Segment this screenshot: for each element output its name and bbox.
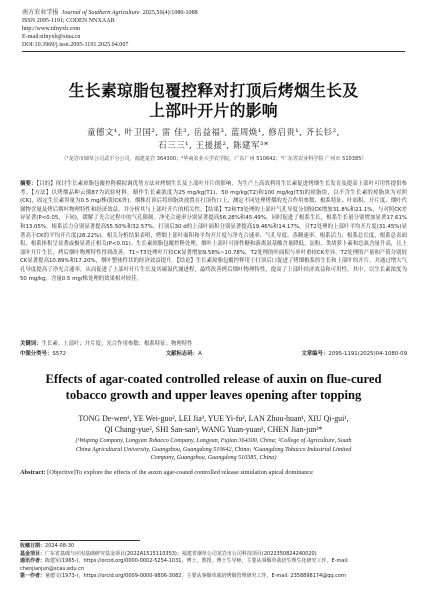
first-author-label: 第一作者： [20, 573, 46, 580]
title-en-line2: tobacco growth and upper leaves opening after topping [65, 388, 362, 402]
abstract-en-text: [Objective]To explore the effects of the auxin agar-coated controlled release simulation apical dominance [47, 469, 313, 476]
affiliations-en-line2: China Agricultural University, Guangzhou, Guangdong 510642, China; ³Guangdong Tobacco Industrial Limited [75, 446, 352, 453]
footnote-corresponding [20, 558, 410, 573]
received-label: 收稿日期： [20, 543, 46, 549]
clc-number [20, 350, 66, 358]
footnote-first-author [20, 573, 410, 581]
authors-en [30, 413, 397, 435]
document-code-label: 文献标志码： [165, 351, 199, 357]
header-issue: 2025,56(4):1080-1088 [142, 10, 198, 16]
header-doi[interactable]: DOI:10.3969/j.issn.2095-1191.2025.04.007 [22, 42, 129, 48]
article-number-label: 文章编号： [301, 351, 329, 357]
classification-row [20, 350, 407, 358]
header-issn: ISSN 2095-1191; CODEN NNXAAB [22, 18, 115, 24]
fund-text: 广东省基础与应用基础研究基金项目(2022A1515110353)；福建省烟草公司龙岩市公司科技项目(2022350824240020) [45, 550, 317, 557]
header-journal-cn: 南方农业学报 [22, 10, 59, 16]
keywords-cn [20, 340, 407, 348]
affiliations-cn: （¹龙岩市烟草公司武平分公司，福建龙岩 364300；²华南农业大学农学院，广东广州 510642；³广东省农业科学院 广州市 510385） [61, 156, 367, 162]
footnote-rule [20, 540, 140, 541]
abstract-cn-text: 【目的】探讨生长素琼脂包覆控释模拟调优势方法对烤烟生长及上部叶开片的影响，为生产上高效利用生长素促进烤烟生长发育及提高上部叶可用性提供参考。【方法】以烤烟品种云烟87为试验材料，制作生长素浓度为25 mg/kg(T1)、50 mg/kg(T2)和100 mg/kg(T3)的琼脂块，以不含生长素的琼脂块为对照(CK)，固定生长素用量为0.5 mg/株(阳CK外)。烟株打顶后将琼脂块放置在打顶伤口上，测定不同处理烤烟的光合作用参数、根系特征、叶面积、开片度、烟叶代谢物含量及烤后烟叶物理特性和经济效益，并分析其与上部叶开片的相关性。【结果】T2和T3处理的上部叶气孔导度分别较CK增加31.8%和21.1%，与对照CK差异显著(P<0.05，下同)，缓解了光合过程中的气孔限制。净光合速率分别显著提高56.28%和45.49%，同时促进了根系生长，根系生长量分别增加显著17.61%和13.05%，根系活力分别显著提高55.50%和32.57%。打顶后30 d的上部叶面积分别显著提高19.46%和14.17%，且T2处理的上部叶平均开片度(31.45%)显著高于CK的平均开片度(28.22%)。相关分析结果表明，烤烟上部叶面积和平均开片度与净光合速率、气孔导度、蒸腾速率、根系活力、根系总长度、根系总表面积、根系体积呈显著或极显著正相关(P<0.01)。生长素琼脂包覆控释处理，烟叶上部叶可溶性糖和游离氨基酸含量降低，淀粉、类胡萝卜素和总氮含量升高，且上部叶开片生长，烤后烟叶物理特性得到改善，T1~T3处理叶片较CK显著增加9.58%~10.78%，T2处理的叶面积与单叶重较CK差异，T2处理的产量和产值分别较CK显著提高10.89%和17.20%，烟叶整体性状的经济效益提升。【结论】生长素琼脂包覆控释用于打顶后口促进了烤烟根系的生长和上部叶的开片，并通过增大气孔导度提高了净光合速率，从而促进了上部叶开片生长及其碳氮代谢进程，最终改善烤后烟叶物理特性，提高了上部叶经济效益和可用性。其中，以生长素浓度为50 mg/kg，含量0.5 mg/株处理的效果相对较佳。 [20, 181, 407, 282]
running-header [22, 9, 405, 52]
header-rule [22, 51, 405, 52]
clc-value: S572 [52, 351, 67, 357]
title-cn-line2: 上部叶开片的影响 [149, 101, 278, 120]
abstract-en-label: Abstract: [20, 469, 46, 476]
affiliations-en-line3: Company, Guangzhou, Guangdong 510385, China) [150, 455, 277, 461]
header-journal-en: Journal of Southern Agriculture [61, 10, 140, 16]
abstract-cn [20, 180, 407, 335]
corresponding-label: 通讯作者： [20, 558, 46, 565]
affiliations-en [40, 437, 387, 463]
keywords-cn-label: 关键词： [20, 341, 42, 347]
header-url[interactable]: http://www.nfnyxb.com [22, 26, 81, 32]
authors-cn-line1: 童德文¹, 叶卫国², 雷 佳³, 岳益福³, 蓝周焕¹, 修启贵¹, 齐长钐², [87, 127, 340, 137]
abstract-cn-label: 摘要： [20, 181, 37, 187]
document-code-value: A [198, 351, 202, 357]
authors-cn-line2: 石三三¹, 王援援², 陈建军³* [158, 140, 269, 150]
fund-label: 基金项目： [20, 550, 46, 557]
received-date: 2024-08-30 [45, 543, 75, 549]
corresponding-text: 陈建军(1965-)，https://orcid.org/0000-0002-5254-1031，博士，教授，博士生导师，主要从事烟草栽培生理生化研究工作，E-mail: chenjianjun@scau.edu.cn [20, 558, 349, 572]
affiliations-en-line1: (¹Wuping Company, Longyan Tobacco Company, Longyan, Fujian 364300, China; ²College of Agriculture, South [75, 438, 352, 444]
first-author-text: 童德文(1973-)，https://orcid.org/0009-0000-9806-3082，主要从事烟草栽培烤烟管理研究工作，E-mail: 2358898174@qq.com [45, 573, 346, 580]
keywords-cn-text: 生长素；上部叶；开片度；光合作用参数；根系特征；物理特性 [41, 341, 193, 347]
header-email[interactable]: E-mail:nfnyxb@sina.cn [22, 34, 81, 40]
footnote-received [20, 543, 410, 551]
abstract-en [20, 469, 407, 477]
title-cn-line1: 生长素琼脂包覆控释对打顶后烤烟生长及 [68, 81, 359, 100]
header-journal-line [22, 9, 405, 17]
article-number [301, 350, 407, 358]
clc-label: 中图分类号： [20, 351, 53, 357]
article-number-value: 2095-1191(2025)04-1080-09 [328, 351, 407, 357]
title-en-line1: Effects of agar-coated controlled release of auxin on flue-cured [45, 372, 382, 386]
document-code [166, 350, 202, 358]
title-cn [40, 81, 387, 121]
footnotes [20, 543, 410, 581]
authors-en-line2: QI Chang-yue², SHI San-san³, WANG Yuan-yuan², CHEN Jian-jun³* [104, 425, 323, 434]
authors-en-line1: TONG De-wen¹, YE Wei-guo², LEI Jia³, YUE Yi-fu², LAN Zhou-huan¹, XIU Qi-gui¹, [78, 414, 349, 423]
title-en [24, 371, 403, 403]
